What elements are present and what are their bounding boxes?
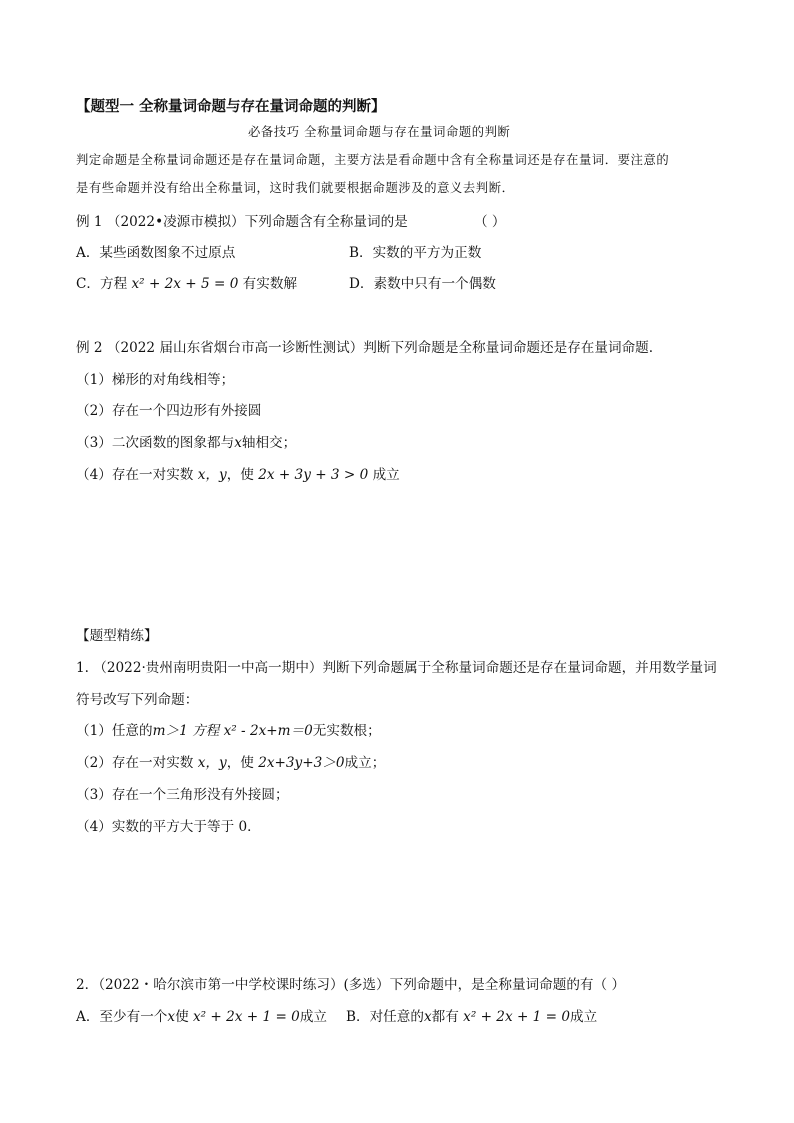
example1-option-b: B．实数的平方为正数: [349, 245, 482, 261]
example1-stem: 例 1 （2022•凌源市模拟）下列命题含有全称量词的是: [76, 214, 408, 230]
practice-q1-line-1: 1. （2022·贵州南明贵阳一中高一期中）判断下列命题属于全称量词命题还是存在量词命题，并用数学量词: [76, 660, 717, 676]
example2-item-2: （2）存在一个四边形有外接圆: [76, 403, 262, 419]
item4-inequality: 2x + 3y + 3 > 0: [258, 467, 369, 483]
item3-text: （3）二次函数的图象都与: [76, 435, 235, 451]
q1-item1-suffix: 无实数根；: [312, 723, 381, 739]
option-c-equation: x² + 2x + 5 = 0: [131, 276, 239, 292]
q1-item2-suffix: 成立；: [344, 755, 386, 771]
tip-line-2: 是有些命题并没有给出全称量词，这时我们就要根据命题涉及的意义去判断．: [76, 181, 515, 195]
item4-vars: x，y: [197, 467, 227, 483]
item3-var: x: [234, 435, 242, 451]
example2-item-3: [76, 433, 296, 453]
q2-opt-b-equation: x² + 2x + 1 = 0: [463, 1009, 570, 1025]
example2-item-1: （1）梯形的对角线相等；: [76, 372, 235, 388]
q1-item1-equation: m＞1 方程 x² - 2x+m＝0: [152, 723, 313, 739]
q2-opt-b-var: x: [423, 1009, 432, 1025]
q1-item1-text: （1）任意的: [76, 723, 153, 739]
practice-q1-item-1: [76, 721, 381, 741]
option-c-suffix: 有实数解: [242, 276, 298, 292]
example2-stem: 例 2 （2022 届山东省烟台市高一诊断性测试）判断下列命题是全称量词命题还是存在量词命题.: [76, 340, 654, 356]
q2-opt-a-text: A．至少有一个: [76, 1009, 168, 1025]
item4-mid: ，使: [226, 467, 254, 483]
section-heading: 【题型一 全称量词命题与存在量词命题的判断】: [76, 98, 386, 115]
example1-option-a: A．某些函数图象不过原点: [76, 245, 236, 261]
item4-text: （4）存在一对实数: [76, 467, 194, 483]
practice-q2-stem: 2．（2022・哈尔滨市第一中学校课时练习）(多选）下列命题中，是全称量词命题的有（ ）: [76, 977, 626, 993]
practice-q1-item-3: （3）存在一个三角形没有外接圆；: [76, 787, 289, 803]
example1-option-c: [76, 274, 297, 294]
q1-item2-vars: x，y: [197, 755, 227, 771]
practice-q1-item-2: [76, 753, 385, 773]
practice-heading: 【题型精练】: [76, 628, 158, 644]
q2-opt-a-var: x: [167, 1009, 176, 1025]
practice-q1-line-2: 符号改写下列命题：: [76, 692, 199, 708]
q1-item2-text: （2）存在一对实数: [76, 755, 194, 771]
q2-opt-a-mid: 使: [175, 1009, 189, 1025]
example2-item-4: [76, 465, 400, 485]
tip-title: 必备技巧 全称量词命题与存在量词命题的判断: [248, 125, 511, 139]
practice-q2-option-a: [76, 1007, 327, 1027]
example1-option-d: D．素数中只有一个偶数: [349, 276, 496, 292]
practice-q2-option-b: [346, 1007, 597, 1027]
practice-q1-item-4: （4）实数的平方大于等于 0．: [76, 819, 261, 835]
q2-opt-b-mid: 都有: [431, 1009, 459, 1025]
example1-answer-paren: （ ）: [474, 214, 506, 230]
item4-suffix: 成立: [372, 467, 400, 483]
q2-opt-a-suffix: 成立: [299, 1009, 327, 1025]
q1-item2-mid: ，使: [226, 755, 254, 771]
q2-opt-a-equation: x² + 2x + 1 = 0: [192, 1009, 300, 1025]
q2-opt-b-text: B．对任意的: [346, 1009, 424, 1025]
tip-line-1: 判定命题是全称量词命题还是存在量词命题，主要方法是看命题中含有全称量词还是存在量词．要注意的: [76, 153, 670, 167]
q2-opt-b-suffix: 成立: [569, 1009, 598, 1025]
item3-suffix: 轴相交；: [241, 435, 297, 451]
q1-item2-inequality: 2x+3y+3＞0: [258, 755, 345, 771]
option-c-text: C．方程: [76, 276, 128, 292]
